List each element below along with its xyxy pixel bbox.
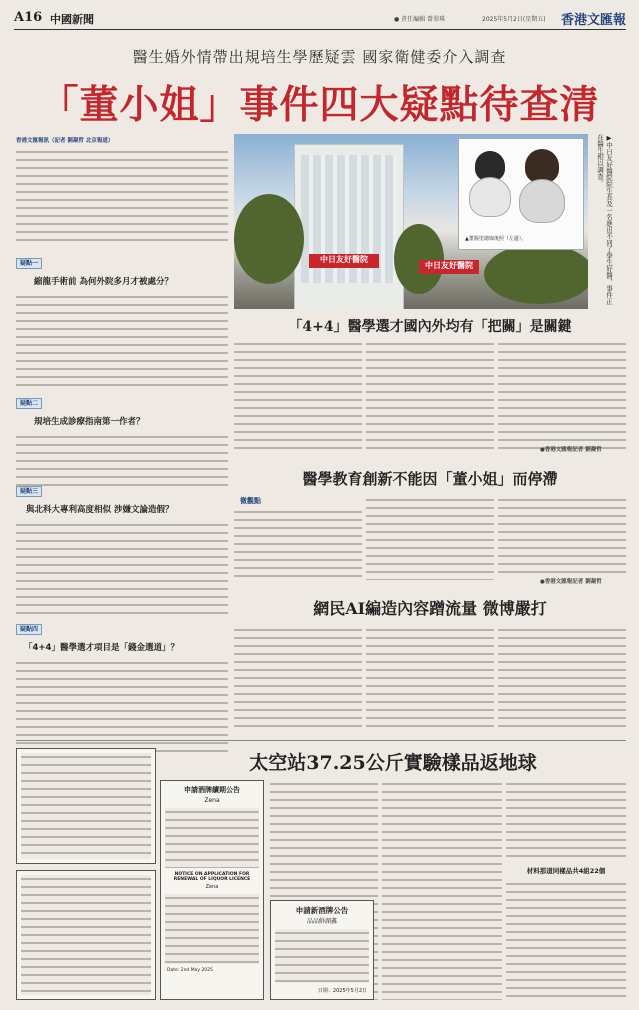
intro-block bbox=[16, 137, 228, 244]
question-tag: 疑點二 bbox=[16, 398, 42, 409]
ad-title: 申請酒牌續期公告 bbox=[184, 786, 240, 794]
question-3 bbox=[16, 478, 228, 617]
hospital-building bbox=[294, 144, 404, 309]
hospital-photo bbox=[234, 134, 588, 309]
liquor-licence-ad bbox=[160, 780, 264, 1000]
question-title: 「4+4」醫學選才項目是「錢金選道」？ bbox=[24, 643, 179, 653]
col-44-3 bbox=[498, 340, 626, 452]
commentary-title: 醫學教育創新不能因「董小姐」而停滯 bbox=[302, 470, 558, 488]
commentary-col-3 bbox=[498, 496, 626, 574]
ad-date: Date: 2nd May 2025 bbox=[167, 968, 213, 973]
inset-photo bbox=[458, 138, 584, 250]
section-44-title: 「4+4」醫學選才國內外均有「把關」是關鍵 bbox=[288, 319, 572, 335]
credit-44: ●香港文匯報記者 劉凝哲 bbox=[540, 447, 602, 453]
ai-col-1 bbox=[234, 626, 362, 730]
inset-caption: ▲董醫塗總線後照（左邊）。 bbox=[465, 236, 527, 242]
page-number: A16 bbox=[14, 10, 43, 25]
question-title: 規培生成診療指南第一作者？ bbox=[34, 417, 145, 427]
photo-side-caption: ▶中日友好醫院院生長及一名進出不同了學生好醫，事件正在醫生相以調查。 bbox=[596, 134, 613, 305]
space-col-3 bbox=[506, 780, 626, 860]
question-title: 縮龍手術前 為何外院多月才被處分？ bbox=[34, 277, 173, 287]
notice-title: 申請新酒牌公告 bbox=[295, 906, 349, 915]
space-story-title: 太空站37.25公斤實驗樣品返地球 bbox=[249, 752, 537, 774]
main-headline: 「董小姐」事件四大疑點待查清 bbox=[39, 82, 600, 128]
notice-table-2 bbox=[16, 870, 156, 1000]
col-44-1 bbox=[234, 340, 362, 452]
hospital-sign-2: 中日友好醫院 bbox=[419, 260, 479, 274]
question-tag: 疑點三 bbox=[16, 486, 42, 497]
kicker: 醫生婚外情帶出規培生學歷疑雲 國家衛健委介入調查 bbox=[132, 48, 507, 66]
newspaper-logo: 香港文匯報 bbox=[560, 13, 626, 28]
space-subhead: 材料那道同樣品共4組22個 bbox=[526, 867, 606, 875]
question-text bbox=[16, 293, 228, 389]
issue-date: 2025年5月2日(星期五) bbox=[482, 16, 546, 23]
space-col-3b bbox=[506, 880, 626, 1000]
question-text bbox=[16, 521, 228, 617]
section-divider bbox=[16, 740, 626, 741]
ai-col-2 bbox=[366, 626, 494, 730]
ad-en-name: Zena bbox=[205, 884, 219, 890]
notice-table-1 bbox=[16, 748, 156, 864]
commentary-credit: ●香港文匯報記者 劉凝哲 bbox=[540, 579, 602, 585]
col-44-2 bbox=[366, 340, 494, 452]
question-1 bbox=[16, 250, 228, 389]
notice-date: 日期：2025年5月2日 bbox=[317, 988, 367, 994]
question-4 bbox=[16, 616, 228, 755]
page-header bbox=[14, 8, 626, 30]
question-tag: 疑點四 bbox=[16, 624, 42, 635]
commentary-label: 微觀點 bbox=[240, 497, 261, 505]
ai-story-title: 網民AI編造內容蹭流量 微博嚴打 bbox=[313, 599, 547, 618]
ad-name: Zena bbox=[204, 797, 220, 804]
new-liquor-notice bbox=[270, 900, 374, 1000]
commentary-col-1 bbox=[234, 508, 362, 580]
question-2 bbox=[16, 390, 228, 489]
question-tag: 疑點一 bbox=[16, 258, 42, 269]
editor-credit: ● 責任編輯 曾翠琪 bbox=[394, 16, 446, 23]
section-name: 中國新聞 bbox=[50, 13, 94, 26]
ad-en-title: NOTICE ON APPLICATION FOR RENEWAL OF LIQUOR LICENCE bbox=[173, 872, 251, 882]
intro-text bbox=[16, 148, 228, 244]
commentary-col-2 bbox=[366, 496, 494, 580]
byline: 香港文匯報訊（記者 劉凝哲 北京報道） bbox=[16, 138, 114, 144]
hospital-sign: 中日友好醫院 bbox=[309, 254, 379, 268]
ai-col-3 bbox=[498, 626, 626, 730]
space-col-2 bbox=[382, 780, 502, 1000]
question-title: 與北科大專利高度相似 涉嫌文論造假？ bbox=[26, 505, 174, 515]
notice-sub: 品品鮮湖鑫 bbox=[306, 918, 337, 925]
